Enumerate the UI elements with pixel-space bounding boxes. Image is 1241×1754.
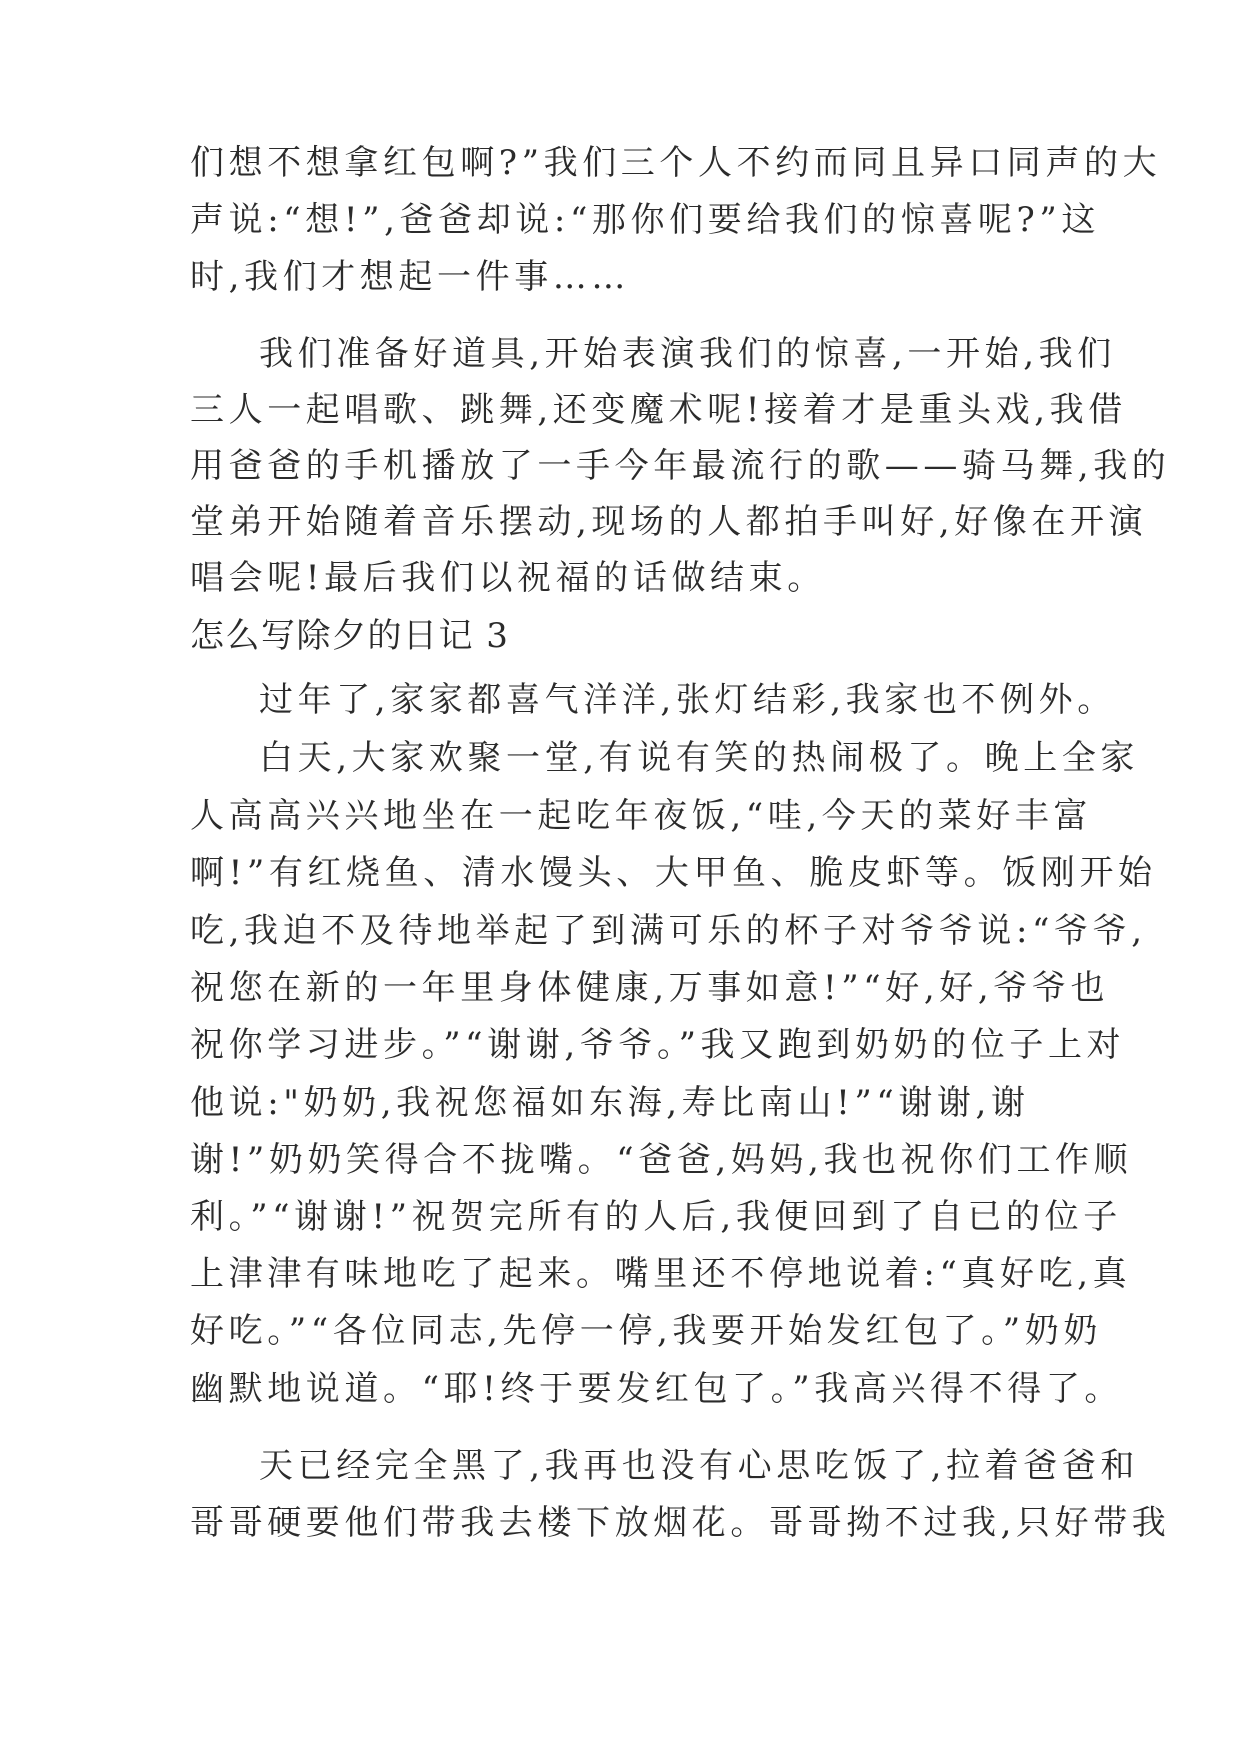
text-line: 吃,我迫不及待地举起了到满可乐的杯子对爷爷说:“爷爷, — [190, 911, 1147, 951]
text-line: 祝您在新的一年里身体健康,万事如意!”“好,好,爷爷也 — [190, 968, 1110, 1008]
text-line: 堂弟开始随着音乐摆动,现场的人都拍手叫好,好像在开演 — [190, 502, 1148, 542]
paragraph-start-line: 过年了,家家都喜气洋洋,张灯结彩,我家也不例外。 — [259, 680, 1116, 720]
text-line: 好吃。”“各位同志,先停一停,我要开始发红包了。”奶奶 — [190, 1311, 1102, 1351]
text-line: 幽默地说道。“耶!终于要发红包了。”我高兴得不得了。 — [190, 1369, 1124, 1409]
text-line: 利。”“谢谢!”祝贺完所有的人后,我便回到了自已的位子 — [190, 1197, 1122, 1237]
paragraph-start-line: 白天,大家欢聚一堂,有说有笑的热闹极了。晚上全家 — [259, 738, 1140, 778]
text-line: 时,我们才想起一件事…… — [190, 257, 631, 297]
text-line: 人高高兴兴地坐在一起吃年夜饭,“哇,今天的菜好丰富 — [190, 796, 1092, 836]
text-line: 用爸爸的手机播放了一手今年最流行的歌——骑马舞,我的 — [190, 446, 1171, 486]
paragraph-start-line: 天已经完全黑了,我再也没有心思吃饭了,拉着爸爸和 — [259, 1446, 1140, 1486]
text-line: 上津津有味地吃了起来。嘴里还不停地说着:“真好吃,真 — [190, 1254, 1132, 1294]
text-line: 他说:"奶奶,我祝您福如东海,寿比南山!”“谢谢,谢 — [190, 1083, 1030, 1123]
text-line: 祝你学习进步。”“谢谢,爷爷。”我又跑到奶奶的位子上对 — [190, 1025, 1126, 1065]
text-line: 声说:“想!”,爸爸却说:“那你们要给我们的惊喜呢?”这 — [190, 200, 1100, 240]
text-line: 三人一起唱歌、跳舞,还变魔术呢!接着才是重头戏,我借 — [190, 390, 1127, 430]
text-line: 谢!”奶奶笑得合不拢嘴。“爸爸,妈妈,我也祝你们工作顺 — [190, 1140, 1133, 1180]
text-line: 哥哥硬要他们带我去楼下放烟花。哥哥拗不过我,只好带我 — [190, 1503, 1171, 1543]
text-line: 啊!”有红烧鱼、清水馒头、大甲鱼、脆皮虾等。饭刚开始 — [190, 853, 1157, 893]
text-line: 唱会呢!最后我们以祝福的话做结束。 — [190, 558, 826, 598]
section-heading: 怎么写除夕的日记 3 — [190, 616, 510, 656]
paragraph-start-line: 我们准备好道具,开始表演我们的惊喜,一开始,我们 — [259, 334, 1116, 374]
text-line: 们想不想拿红包啊?”我们三个人不约而同且异口同声的大 — [190, 143, 1162, 183]
